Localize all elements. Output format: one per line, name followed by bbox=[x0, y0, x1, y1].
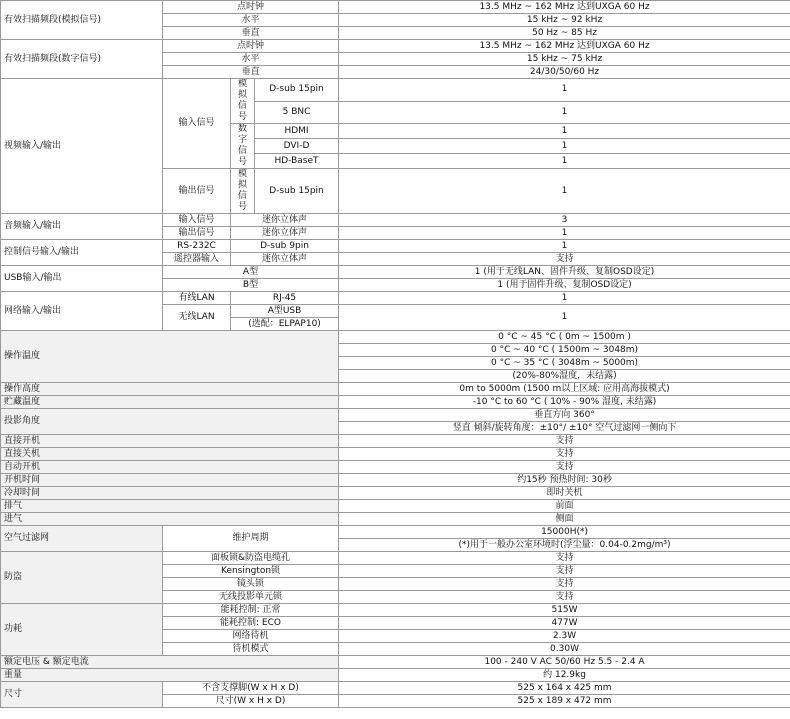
spec-sub-label: 点时钟 bbox=[163, 40, 339, 53]
air-filter-sub-label: 维护周期 bbox=[163, 526, 339, 552]
spec-value: 1 bbox=[339, 169, 790, 214]
spec-value: 515W bbox=[339, 604, 790, 617]
video-input-label: 输入信号 bbox=[163, 79, 231, 169]
spec-value: 0 °C ~ 45 °C ( 0m ~ 1500m ) bbox=[339, 331, 790, 344]
spec-value: 3 bbox=[339, 214, 790, 227]
spec-value: 1 (用于固件升级、复制OSD设定) bbox=[339, 279, 790, 292]
spec-value: 支持 bbox=[339, 578, 790, 591]
spec-value: 约 12.9kg bbox=[339, 669, 790, 682]
port-label: DVI-D bbox=[255, 139, 339, 154]
audio-input-label: 输入信号 bbox=[163, 214, 231, 227]
control-label: 控制信号输入/输出 bbox=[1, 240, 163, 266]
spec-value: (*)用于一般办公室环境时(浮尘量：0.04-0.2mg/m³) bbox=[339, 539, 790, 552]
spec-value: 13.5 MHz ~ 162 MHz 达到UXGA 60 Hz bbox=[339, 40, 790, 53]
spec-value: 竖直 倾斜/旋转角度：±10°/ ±10° 空气过滤网一侧向下 bbox=[339, 422, 790, 435]
port-label: D-sub 15pin bbox=[255, 169, 339, 214]
port-label: A型USB bbox=[231, 305, 339, 318]
video-out-analog-label: 模拟信号 bbox=[231, 169, 255, 214]
spec-value: 477W bbox=[339, 617, 790, 630]
port-note: (选配：ELPAP10) bbox=[231, 318, 339, 331]
spec-value: 1 bbox=[339, 227, 790, 240]
spec-sub-label: 镜头锁 bbox=[163, 578, 339, 591]
spec-value: 1 bbox=[339, 305, 790, 331]
spec-label: 直接关机 bbox=[1, 448, 339, 461]
spec-sub-label: 尺寸(W x H x D) bbox=[163, 695, 339, 708]
port-label: HDMI bbox=[255, 124, 339, 139]
spec-value: (20%-80%湿度，未结露) bbox=[339, 370, 790, 383]
spec-value: 支持 bbox=[339, 253, 790, 266]
spec-label: 进气 bbox=[1, 513, 339, 526]
spec-sub-label: 垂直 bbox=[163, 27, 339, 40]
rated-label: 额定电压 & 额定电流 bbox=[1, 656, 339, 669]
usb-a-label: A型 bbox=[163, 266, 339, 279]
spec-sub-label: 能耗控制: ECO bbox=[163, 617, 339, 630]
spec-value: 垂直方向 360° bbox=[339, 409, 790, 422]
port-label: HD-BaseT bbox=[255, 154, 339, 169]
spec-sub-label: Kensington锁 bbox=[163, 565, 339, 578]
spec-value: 100 - 240 V AC 50/60 Hz 5.5 - 2.4 A bbox=[339, 656, 790, 669]
spec-sub-label: 待机模式 bbox=[163, 643, 339, 656]
usb-label: USB输入/输出 bbox=[1, 266, 163, 292]
spec-sub-label: 水平 bbox=[163, 53, 339, 66]
network-label: 网络输入/输出 bbox=[1, 292, 163, 331]
port-label: 5 BNC bbox=[255, 101, 339, 124]
port-label: D-sub 15pin bbox=[255, 79, 339, 102]
spec-value: 0 °C ~ 40 °C ( 1500m ~ 3048m) bbox=[339, 344, 790, 357]
size-label: 尺寸 bbox=[1, 682, 163, 708]
spec-sub-label: 不含支撑脚(W x H x D) bbox=[163, 682, 339, 695]
spec-value: 支持 bbox=[339, 552, 790, 565]
port-label: 迷你立体声 bbox=[231, 253, 339, 266]
spec-value: 侧面 bbox=[339, 513, 790, 526]
spec-sub-label: 水平 bbox=[163, 14, 339, 27]
scan-digital-label: 有效扫描频段(数字信号) bbox=[1, 40, 163, 79]
spec-value: 1 (用于无线LAN、固件升级、复制OSD设定) bbox=[339, 266, 790, 279]
spec-value: 50 Hz ~ 85 Hz bbox=[339, 27, 790, 40]
spec-value: 15 kHz ~ 75 kHz bbox=[339, 53, 790, 66]
video-output-label: 输出信号 bbox=[163, 169, 231, 214]
spec-value: 支持 bbox=[339, 435, 790, 448]
spec-value: 13.5 MHz ~ 162 MHz 达到UXGA 60 Hz bbox=[339, 1, 790, 14]
spec-value: 15 kHz ~ 92 kHz bbox=[339, 14, 790, 27]
spec-sub-label: 网络待机 bbox=[163, 630, 339, 643]
video-label: 视频输入/输出 bbox=[1, 79, 163, 214]
spec-value: 支持 bbox=[339, 591, 790, 604]
wireless-lan-label: 无线LAN bbox=[163, 305, 231, 331]
spec-value: 525 x 164 x 425 mm bbox=[339, 682, 790, 695]
port-label: 迷你立体声 bbox=[231, 214, 339, 227]
power-label: 功耗 bbox=[1, 604, 163, 656]
spec-value: 24/30/50/60 Hz bbox=[339, 66, 790, 79]
spec-value: 1 bbox=[339, 124, 790, 139]
video-digital-label: 数字信号 bbox=[231, 124, 255, 169]
operating-temp-label: 操作温度 bbox=[1, 331, 339, 383]
scan-analog-label: 有效扫描频段(模拟信号) bbox=[1, 1, 163, 40]
spec-value: 0m to 5000m (1500 m以上区域: 应用高海拔模式) bbox=[339, 383, 790, 396]
port-label: RJ-45 bbox=[231, 292, 339, 305]
spec-value: 即时关机 bbox=[339, 487, 790, 500]
antitheft-label: 防盗 bbox=[1, 552, 163, 604]
audio-output-label: 输出信号 bbox=[163, 227, 231, 240]
spec-label: 直接开机 bbox=[1, 435, 339, 448]
spec-value: 支持 bbox=[339, 448, 790, 461]
port-label: 迷你立体声 bbox=[231, 227, 339, 240]
video-analog-label: 模拟信号 bbox=[231, 79, 255, 124]
spec-sub-label: 垂直 bbox=[163, 66, 339, 79]
spec-label: 开机时间 bbox=[1, 474, 339, 487]
audio-label: 音频输入/输出 bbox=[1, 214, 163, 240]
weight-label: 重量 bbox=[1, 669, 339, 682]
spec-value: 1 bbox=[339, 101, 790, 124]
spec-value: 1 bbox=[339, 154, 790, 169]
spec-value: 1 bbox=[339, 139, 790, 154]
spec-value: 1 bbox=[339, 292, 790, 305]
spec-value: -10 °C to 60 °C ( 10% - 90% 湿度, 未结露) bbox=[339, 396, 790, 409]
spec-value: 0.30W bbox=[339, 643, 790, 656]
remote-label: 遥控器输入 bbox=[163, 253, 231, 266]
spec-value: 1 bbox=[339, 79, 790, 102]
spec-sub-label: 无线投影单元锁 bbox=[163, 591, 339, 604]
port-label: D-sub 9pin bbox=[231, 240, 339, 253]
air-filter-label: 空气过滤网 bbox=[1, 526, 163, 552]
rs232c-label: RS-232C bbox=[163, 240, 231, 253]
spec-label: 排气 bbox=[1, 500, 339, 513]
spec-label: 自动开机 bbox=[1, 461, 339, 474]
spec-value: 15000H(*) bbox=[339, 526, 790, 539]
projection-angle-label: 投影角度 bbox=[1, 409, 339, 435]
spec-label: 贮藏温度 bbox=[1, 396, 339, 409]
spec-sub-label: 能耗控制: 正常 bbox=[163, 604, 339, 617]
spec-value: 1 bbox=[339, 240, 790, 253]
spec-value: 支持 bbox=[339, 461, 790, 474]
spec-value: 2.3W bbox=[339, 630, 790, 643]
spec-label: 操作高度 bbox=[1, 383, 339, 396]
spec-value: 约15秒 预热时间: 30秒 bbox=[339, 474, 790, 487]
spec-value: 支持 bbox=[339, 565, 790, 578]
spec-label: 冷却时间 bbox=[1, 487, 339, 500]
usb-b-label: B型 bbox=[163, 279, 339, 292]
spec-sub-label: 面板锁&防盗电缆孔 bbox=[163, 552, 339, 565]
spec-value: 525 x 189 x 472 mm bbox=[339, 695, 790, 708]
spec-sub-label: 点时钟 bbox=[163, 1, 339, 14]
spec-value: 前面 bbox=[339, 500, 790, 513]
spec-value: 0 °C ~ 35 °C ( 3048m ~ 5000m) bbox=[339, 357, 790, 370]
wired-lan-label: 有线LAN bbox=[163, 292, 231, 305]
